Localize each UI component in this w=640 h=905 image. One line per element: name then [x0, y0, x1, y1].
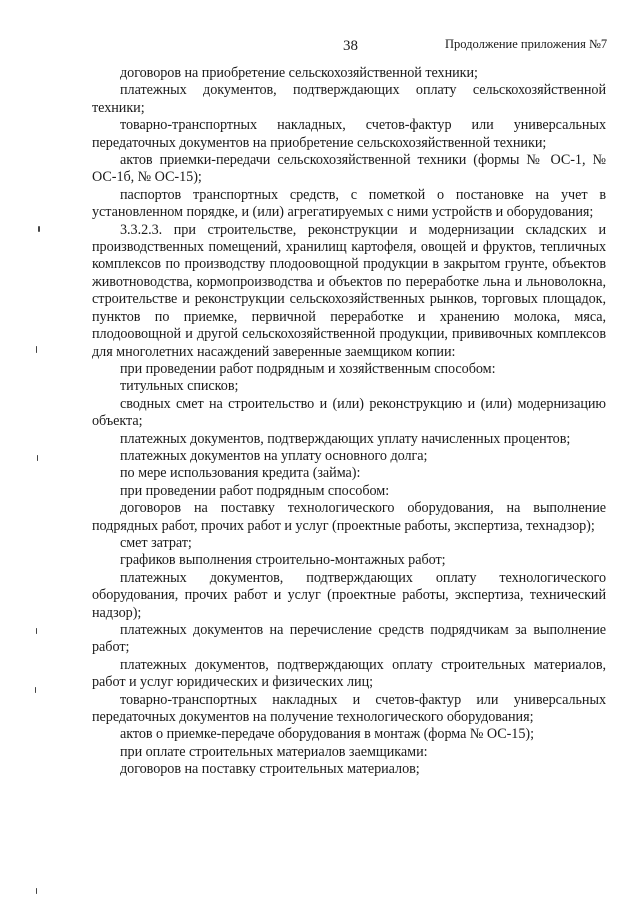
paragraph: платежных документов на перечисление средств подрядчикам за выполнение работ;	[92, 622, 606, 656]
paragraph: сводных смет на строительство и (или) реконструкцию и (или) модернизацию объекта;	[92, 395, 606, 430]
scan-speck	[36, 888, 37, 894]
paragraph: по мере использования кредита (займа):	[120, 465, 361, 482]
paragraph: при проведении работ подрядным и хозяйственным способом:	[120, 360, 496, 377]
scan-speck	[38, 226, 40, 232]
paragraph: титульных списков;	[120, 378, 239, 395]
paragraph: платежных документов, подтверждающих оплату сельскохозяйственной техники;	[92, 82, 606, 116]
paragraph: графиков выполнения строительно-монтажных работ;	[120, 552, 446, 569]
scan-speck	[37, 455, 38, 461]
paragraph: паспортов транспортных средств, с пометкой о постановке на учет в установленном порядке, и (или) агрегатируемых с ними устройств и оборудования;	[92, 186, 606, 221]
paragraph: товарно-транспортных накладных, счетов-фактур или универсальных передаточных документов на приобретение сельскохозяйственной техники;	[92, 117, 606, 151]
scan-speck	[35, 687, 36, 693]
paragraph: 3.3.2.3. при строительстве, реконструкции и модернизации складских и производственных помещений, хранилищ картофеля, овощей и фруктов, тепличных комплексов по производству плодоовощной продукции в закрытом грунте, объектов животноводства, кормопроизводства и объектов по переработке льна и льноволокна, строительстве и реконструкции сельскохозяйственных рынков, торговых площадок, пунктов по приемке, первичной переработке и хранению молока, мяса, плодоовощной и другой сельскохозяйственной продукции, прививочных комплексов для многолетних насаждений заверенные заемщиком копии:	[92, 221, 606, 360]
paragraph: товарно-транспортных накладных и счетов-фактур или универсальных передаточных документов на получение технологического оборудования;	[92, 691, 606, 726]
paragraph: платежных документов, подтверждающих оплату технологического оборудования, прочих работ и услуг (проектные работы, экспертиза, технический надзор);	[92, 569, 606, 621]
scan-speck	[36, 346, 37, 353]
document-body	[92, 65, 606, 779]
paragraph: смет затрат;	[120, 534, 192, 551]
paragraph: договоров на приобретение сельскохозяйственной техники;	[120, 65, 478, 81]
paragraph: платежных документов, подтверждающих уплату начисленных процентов;	[120, 430, 571, 447]
paragraph: при проведении работ подрядным способом:	[120, 482, 390, 499]
paragraph: платежных документов на уплату основного долга;	[120, 447, 428, 464]
paragraph: актов приемки-передачи сельскохозяйственной техники (формы № ОС-1, № ОС-1б, № ОС-15);	[92, 152, 606, 186]
page-number: 38	[343, 38, 358, 54]
appendix-continuation-note: Продолжение приложения №7	[445, 37, 608, 51]
paragraph: при оплате строительных материалов заемщиками:	[120, 743, 428, 760]
paragraph: договоров на поставку технологического оборудования, на выполнение подрядных работ, прочих работ и услуг (проектные работы, экспертиза, технадзор);	[92, 500, 606, 534]
paragraph: актов о приемке-передаче оборудования в монтаж (форма № ОС-15);	[120, 726, 534, 743]
scan-speck	[36, 628, 37, 634]
paragraph: платежных документов, подтверждающих оплату строительных материалов, работ и услуг юридических и физических лиц;	[92, 656, 606, 691]
paragraph: договоров на поставку строительных материалов;	[120, 761, 420, 778]
